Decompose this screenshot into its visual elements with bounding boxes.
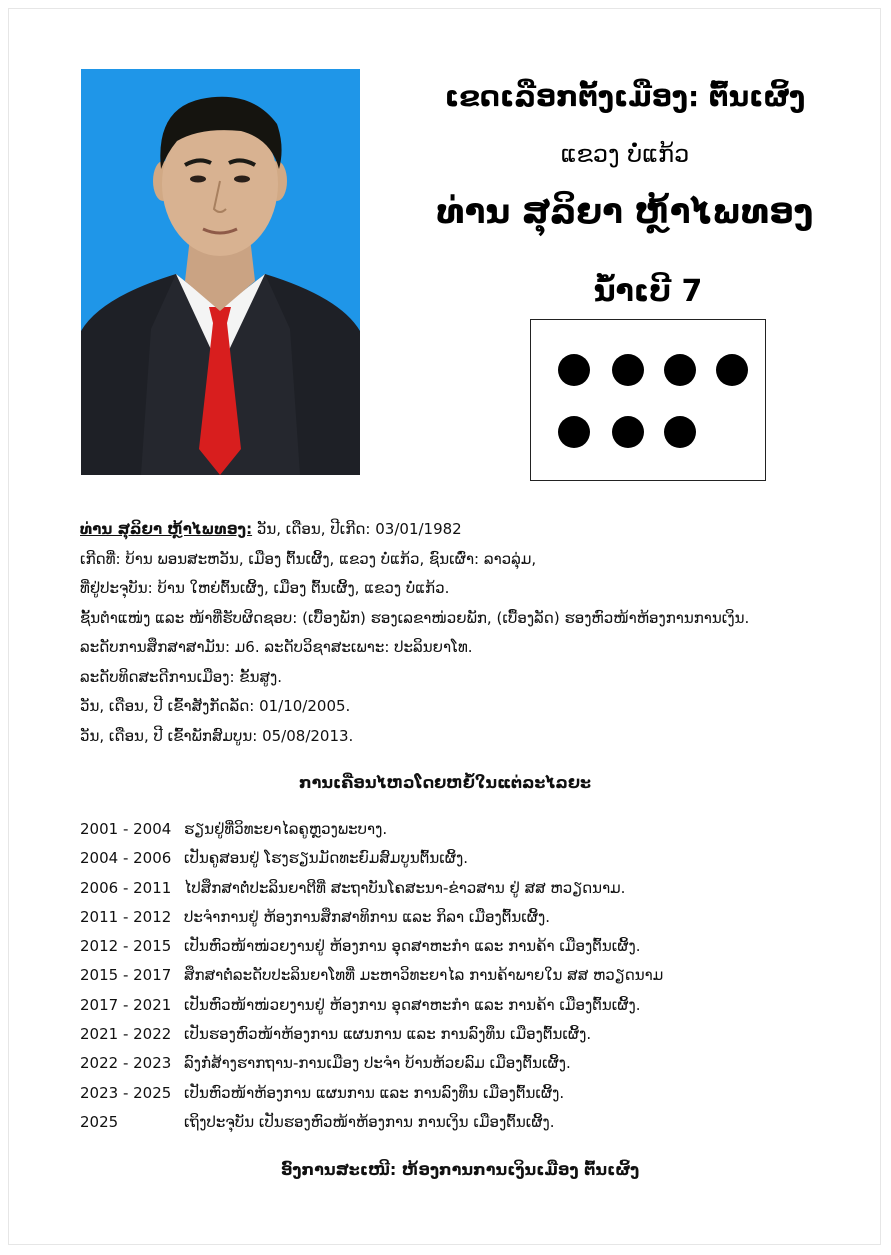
nominating-organization: ອົງການສະເໜີ: ຫ້ອງການການເງິນເມືອງ ຕົ້ນເຜິ້ງ [280,1160,640,1179]
timeline-years: 2015 - 2017 [80,966,172,985]
ballot-dot [716,354,748,386]
candidate-bio [80,515,850,751]
timeline-text: ເປັນຄູສອນຢູ່ ໂຮງຮຽນມັດທະຍົມສົມບູນຕົ້ນເຜິ້ງ. [184,849,469,868]
timeline-row [80,1079,850,1108]
timeline-text: ໄປສຶກສາຕໍ່ປະລິນຍາຕີທີ່ ສະຖາບັນໂຄສະນາ-ຂ່າວສານ ຢູ່ ສສ ຫວຽດນາມ. [184,878,626,897]
bio-birthdate: ວັນ, ເດືອນ, ປີເກີດ: 03/01/1982 [252,520,462,538]
timeline-years: 2021 - 2022 [80,1025,172,1044]
bio-education: ລະດັບການສຶກສາສາມັນ: ມ6. ລະດັບວິຊາສະເພາະ: ປະລິນຍາໂທ. [80,638,473,656]
bio-position: ຊັ້ນຕໍາແໜ່ງ ແລະ ໜ້າທີ່ຮັບຜິດຊອບ: (ເບື້ອງພັກ) ຮອງເລຂາໜ່ວຍພັກ, (ເບື້ອງລັດ) ຮອງຫົວໜ້າຫ້ອງການການເງິນ. [80,608,750,627]
bio-birthplace: ເກີດທີ່: ບ້ານ ພອນສະຫວັນ, ເມືອງ ຕົ້ນເຜິ້ງ, ແຂວງ ບໍ່ແກ້ວ, ຊົນເຜົ່າ: ລາວລຸ່ມ, [80,549,537,568]
ballot-dot [558,416,590,448]
timeline-years: 2004 - 2006 [80,849,172,868]
ballot-number-label: ນໍ້າເບີ 7 [593,274,703,309]
timeline-years: 2017 - 2021 [80,995,172,1014]
timeline-text: ປະຈໍາການຢູ່ ຫ້ອງການສຶກສາທິການ ແລະ ກິລາ ເມືອງຕົ້ນເຜິ້ງ. [184,907,551,926]
ballot-dot [664,354,696,386]
ballot-dot [558,354,590,386]
timeline-years: 2012 - 2015 [80,937,172,956]
timeline-text: ເຖິງປະຈຸບັນ ເປັນຮອງຫົວໜ້າຫ້ອງການ ການເງິນ ເມືອງຕົ້ນເຜິ້ງ. [184,1112,555,1131]
timeline-row [80,903,850,932]
ballot-dot [664,416,696,448]
timeline-years: 2023 - 2025 [80,1083,172,1102]
timeline-years: 2022 - 2023 [80,1054,172,1073]
bio-name-label: ທ່ານ ສຸລິຍາ ຫຼ້າໄພທອງ: [80,520,253,538]
timeline-row [80,815,850,844]
timeline-row [80,991,850,1020]
ballot-dot [612,354,644,386]
timeline-row [80,932,850,961]
timeline-row [80,961,850,990]
bio-state-service-date: ວັນ, ເດືອນ, ປີ ເຂົ້າສັງກັດລັດ: 01/10/2005. [80,697,351,715]
timeline-years: 2006 - 2011 [80,878,172,897]
timeline-text: ເປັນຫົວໜ້າໜ່ວຍງານຢູ່ ຫ້ອງການ ອຸດສາຫະກໍາ ແລະ ການຄ້າ ເມືອງຕົ້ນເຜິ້ງ. [184,995,641,1014]
timeline-text: ເປັນຫົວໜ້າຫ້ອງການ ແຜນການ ແລະ ການລົງທຶນ ເມືອງຕົ້ນເຜິ້ງ. [184,1083,565,1102]
timeline-years: 2001 - 2004 [80,820,172,838]
timeline-row [80,844,850,873]
timeline-text: ເປັນຫົວໜ້າໜ່ວຍງານຢູ່ ຫ້ອງການ ອຸດສາຫະກໍາ ແລະ ການຄ້າ ເມືອງຕົ້ນເຜິ້ງ. [184,937,641,956]
bio-party-member-date: ວັນ, ເດືອນ, ປີ ເຂົ້າພັກສົມບູນ: 05/08/2013. [80,726,354,745]
bio-address: ທີ່ຢູ່ປະຈຸບັນ: ບ້ານ ໃຫຍ່ຕົ້ນເຜິ້ງ, ເມືອງ ຕົ້ນເຜິ້ງ, ແຂວງ ບໍ່ແກ້ວ. [80,579,450,597]
career-timeline [80,815,850,1137]
career-section-title: ການເຄື່ອນໄຫວໂດຍຫຍໍ້ໃນແຕ່ລະໄລຍະ [298,773,592,792]
timeline-row [80,1049,850,1078]
candidate-name: ທ່ານ ສຸລິຍາ ຫຼ້າໄພທອງ [436,192,814,232]
timeline-row [80,874,850,903]
district-title: ເຂດເລືອກຕັ້ງເມືອງ: ຕົ້ນເຜິ້ງ [444,80,806,113]
candidate-photo [81,69,360,475]
province-title: ແຂວງ ບໍ່ແກ້ວ [560,140,690,168]
ballot-dot [612,416,644,448]
timeline-years: 2011 - 2012 [80,907,172,926]
bio-line [80,515,850,545]
timeline-row [80,1020,850,1049]
timeline-years: 2025 [80,1112,119,1131]
bio-political-theory: ລະດັບທິດສະດີການເມືອງ: ຂັ້ນສູງ. [80,667,282,686]
timeline-text: ຮຽນຢູ່ທີ່ວິທະຍາໄລຄູຫຼວງພະບາງ. [184,820,388,838]
timeline-text: ສຶກສາຕໍ່ລະດັບປະລິນຍາໂທທີ່ ມະຫາວິທະຍາໄລ ການຄ້າພາຍໃນ ສສ ຫວຽດນາມ [184,966,664,985]
timeline-text: ລົງກໍ່ສ້າງຮາກຖານ-ການເມືອງ ປະຈໍາ ບ້ານຫ້ວຍລົມ ເມືອງຕົ້ນເຜິ້ງ. [184,1054,571,1073]
timeline-text: ເປັນຮອງຫົວໜ້າຫ້ອງການ ແຜນການ ແລະ ການລົງທຶນ ເມືອງຕົ້ນເຜິ້ງ. [184,1025,592,1044]
ballot-number-dots [530,319,766,481]
timeline-row [80,1108,850,1137]
